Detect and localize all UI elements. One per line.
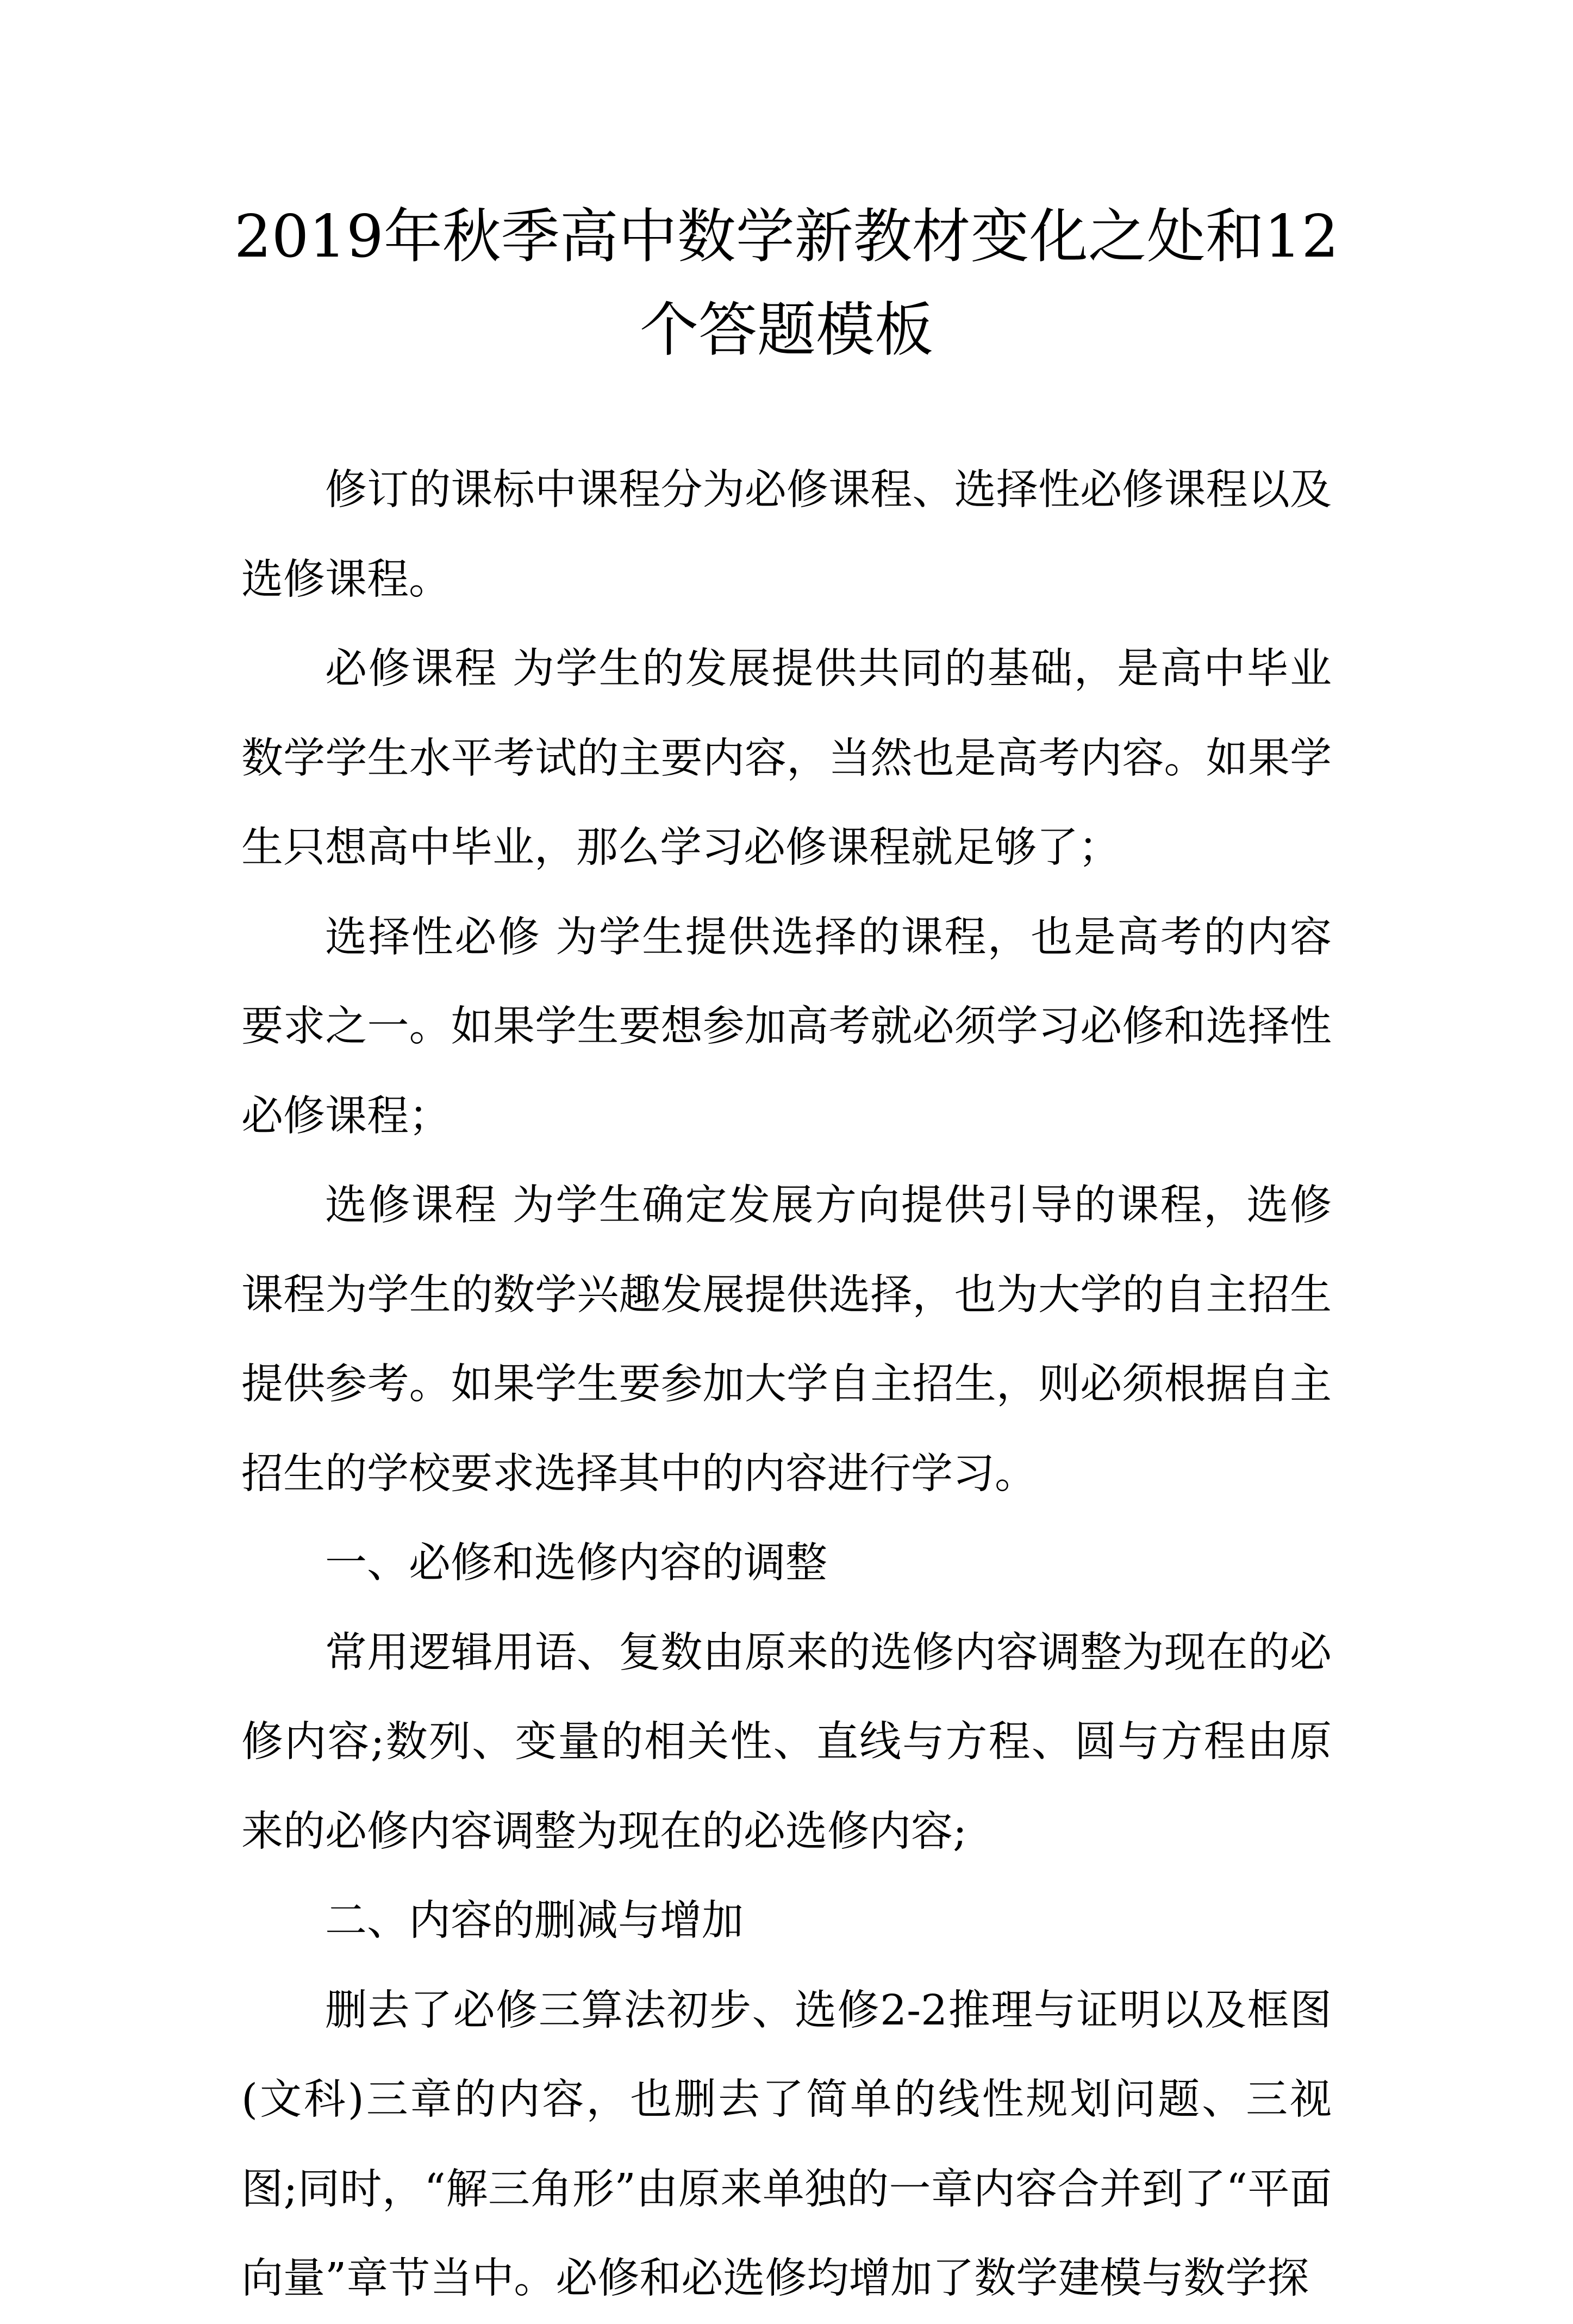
section-heading-adjustment: 一、必修和选修内容的调整	[325, 1539, 827, 1587]
document-title: 2019年秋季高中数学新教材变化之处和12个答题模板	[234, 203, 1339, 364]
paragraph-deletions-details: 删去了必修三算法初步、选修2-2推理与证明以及框图(文科)三章的内容，也删去了简单的线性规划问题、三视图;同时，“解三角形”由原来单独的一章内容合并到了“平面向量”章节当中。必修和必选修均增加了数学建模与数学探	[241, 1986, 1332, 2303]
paragraph-elective-courses: 选修课程 为学生确定发展方向提供引导的课程，选修课程为学生的数学兴趣发展提供选择，也为大学的自主招生提供参考。如果学生要参加大学自主招生，则必须根据自主招生的学校要求选择其中的内容进行学习。	[241, 1181, 1332, 1498]
document-body	[241, 446, 1332, 2324]
section-heading-deletions-additions: 二、内容的删减与增加	[325, 1897, 744, 1945]
paragraph-required-courses: 必修课程 为学生的发展提供共同的基础，是高中毕业数学学生水平考试的主要内容，当然也是高考内容。如果学生只想高中毕业，那么学习必修课程就足够了；	[241, 645, 1332, 872]
paragraph-selective-required: 选择性必修 为学生提供选择的课程，也是高考的内容要求之一。如果学生要想参加高考就必须学习必修和选择性必修课程；	[241, 913, 1332, 1141]
paragraph-adjustment-details: 常用逻辑用语、复数由原来的选修内容调整为现在的必修内容;数列、变量的相关性、直线与方程、圆与方程由原来的必修内容调整为现在的必选修内容;	[241, 1628, 1332, 1856]
paragraph-course-categories: 修订的课标中课程分为必修课程、选择性必修课程以及选修课程。	[241, 466, 1332, 604]
